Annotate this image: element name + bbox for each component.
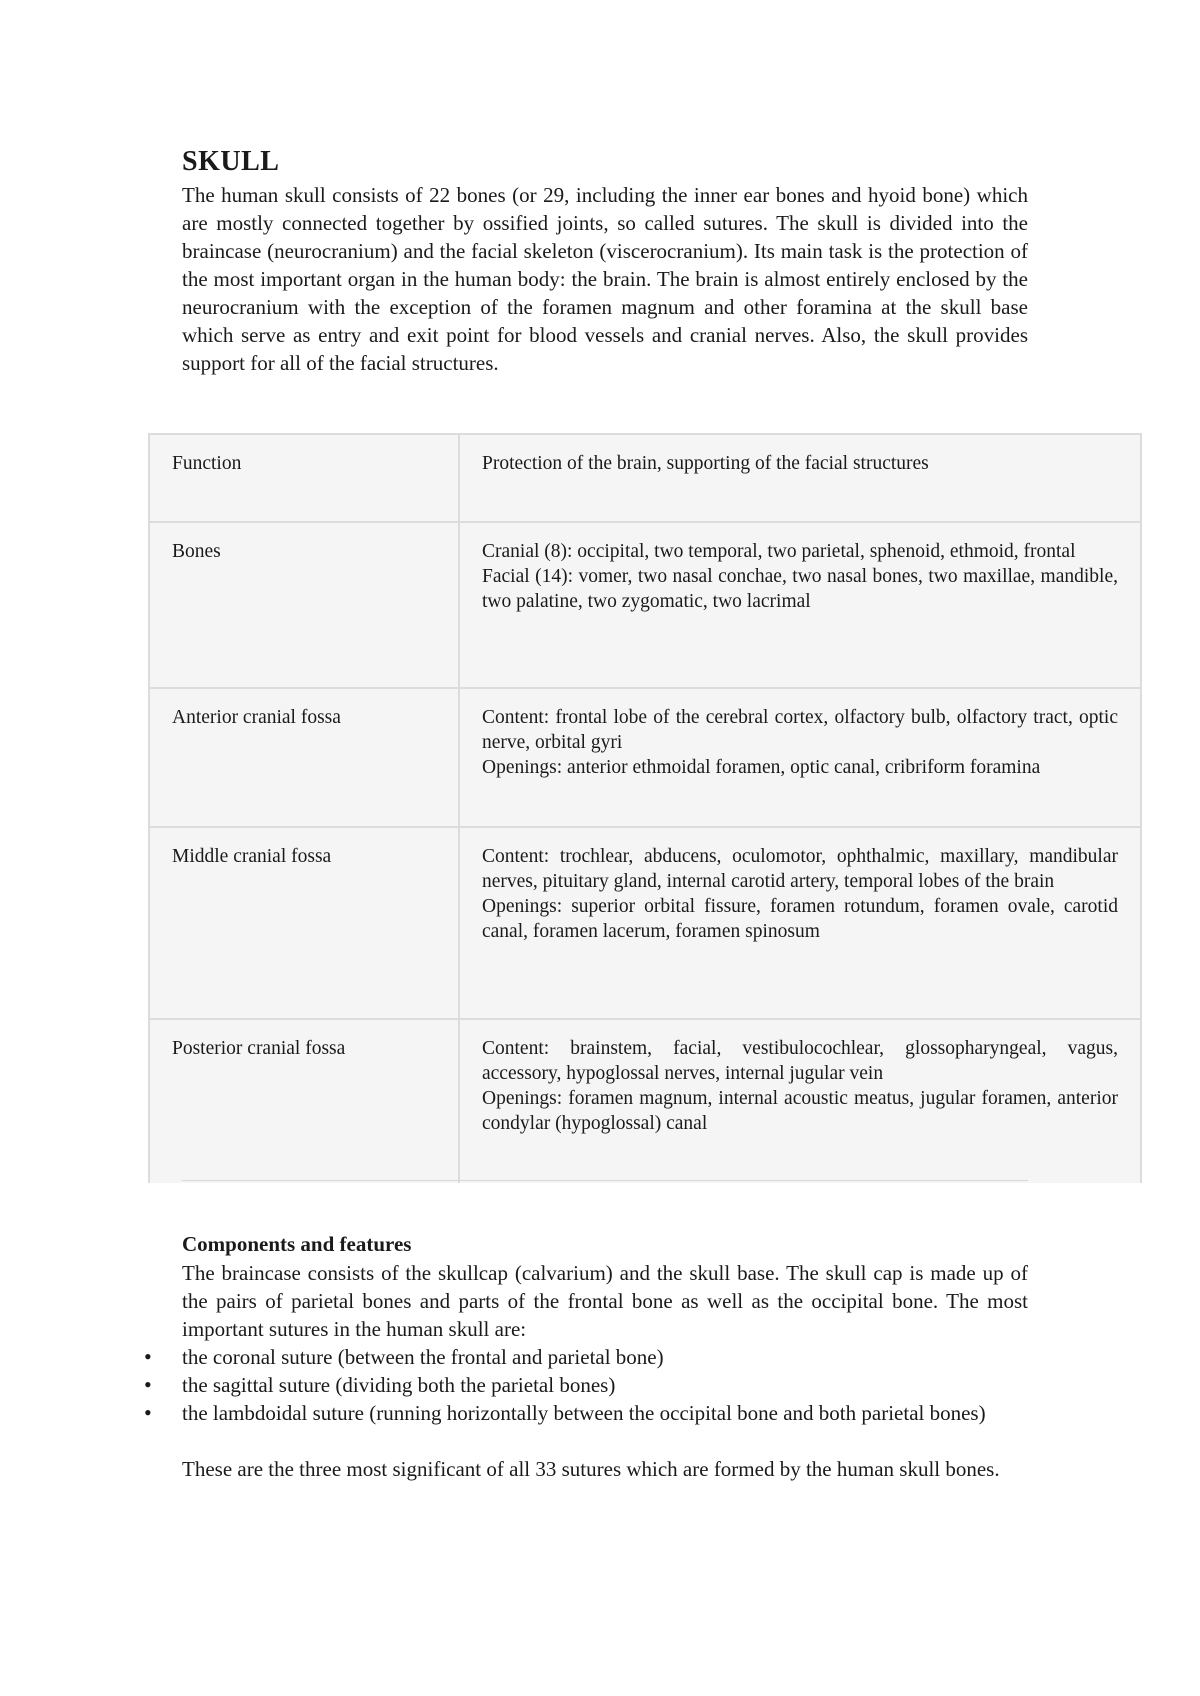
row-value-line: Content: brainstem, facial, vestibulocochlear, glossopharyngeal, vagus, accessory, hypoglossal nerves, internal jugular vein: [482, 1038, 1118, 1084]
row-label: Middle cranial fossa: [149, 827, 459, 1019]
row-value-line: Content: trochlear, abducens, oculomotor, ophthalmic, maxillary, mandibular nerves, pituitary gland, internal carotid artery, temporal lobes of the brain: [482, 846, 1118, 892]
row-value-line: Facial (14): vomer, two nasal conchae, two nasal bones, two maxillae, mandible, two palatine, two zygomatic, two lacrimal: [482, 566, 1118, 612]
row-label: Function: [149, 434, 459, 522]
row-value: [459, 434, 1141, 522]
row-value: [459, 688, 1141, 827]
skull-summary-table: [148, 433, 1142, 1183]
sutures-list: [182, 1343, 1028, 1427]
list-item: • the sagittal suture (dividing both the parietal bones): [182, 1371, 1028, 1399]
table-row: [149, 688, 1141, 827]
row-value: [459, 522, 1141, 688]
row-value-line: Openings: anterior ethmoidal foramen, optic canal, cribriform foramina: [482, 757, 1041, 778]
row-value: [459, 827, 1141, 1019]
row-value-line: Cranial (8): occipital, two temporal, two parietal, sphenoid, ethmoid, frontal: [482, 541, 1076, 562]
table-row: [149, 1019, 1141, 1183]
table-divider: [182, 1180, 1028, 1181]
row-label: Anterior cranial fossa: [149, 688, 459, 827]
list-item: • the coronal suture (between the frontal and parietal bone): [182, 1343, 1028, 1371]
row-value-line: Protection of the brain, supporting of the facial structures: [482, 453, 929, 474]
list-item: • the lambdoidal suture (running horizontally between the occipital bone and both parietal bones): [182, 1399, 1028, 1427]
table-row: [149, 522, 1141, 688]
row-value-line: Openings: superior orbital fissure, foramen rotundum, foramen ovale, carotid canal, foramen lacerum, foramen spinosum: [482, 896, 1118, 942]
table-row: [149, 434, 1141, 522]
row-value-line: Content: frontal lobe of the cerebral cortex, olfactory bulb, olfactory tract, optic nerve, orbital gyri: [482, 707, 1118, 753]
row-label: Posterior cranial fossa: [149, 1019, 459, 1183]
intro-paragraph: The human skull consists of 22 bones (or 29, including the inner ear bones and hyoid bone) which are mostly connected together by ossified joints, so called sutures. The skull is divided into the braincase (neurocranium) and the facial skeleton (viscerocranium). Its main task is the protection of the most important organ in the human body: the brain. The brain is almost entirely enclosed by the neurocranium with the exception of the foramen magnum and other foramina at the skull base which serve as entry and exit point for blood vessels and cranial nerves. Also, the skull provides support for all of the facial structures.: [182, 183, 1028, 375]
table-row: [149, 827, 1141, 1019]
page-title: SKULL: [182, 146, 280, 177]
row-value-line: Openings: foramen magnum, internal acoustic meatus, jugular foramen, anterior condylar (hypoglossal) canal: [482, 1088, 1118, 1134]
row-value: [459, 1019, 1141, 1183]
section-heading: Components and features: [182, 1232, 412, 1256]
section-paragraph: The braincase consists of the skullcap (calvarium) and the skull base. The skull cap is made up of the pairs of parietal bones and parts of the frontal bone as well as the occipital bone. The most important sutures in the human skull are:: [182, 1261, 1028, 1341]
closing-paragraph: These are the three most significant of all 33 sutures which are formed by the human skull bones.: [182, 1457, 1000, 1481]
row-label: Bones: [149, 522, 459, 688]
